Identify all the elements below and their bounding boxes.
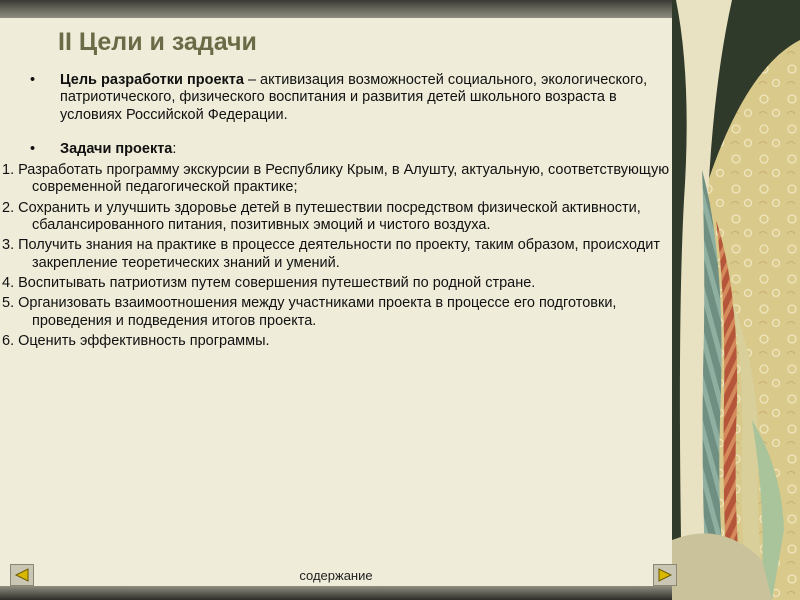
bottom-frame-bar xyxy=(0,586,672,600)
bullet-dot: • xyxy=(30,72,36,88)
task-item-5: 5. Организовать взаимоотношения между участниками проекта в процессе его подготовки, проведения и подведения итогов проекта. xyxy=(2,295,617,329)
task-item-2: 2. Сохранить и улучшить здоровье детей в путешествии посредством физической активности, сбалансированного питания, позитивных эмоций и чистого воздуха. xyxy=(2,199,641,234)
goal-label: Цель разработки проекта xyxy=(60,72,244,88)
task-item-6: 6. Оценить эффективность программы. xyxy=(2,332,270,349)
tasks-header xyxy=(30,141,662,158)
goal-text: – активизация возможностей социального, экологического, патриотического, физического воспитания и развития детей школьного возраста в условиях Российской Федерации. xyxy=(60,72,648,123)
goal-paragraph xyxy=(30,72,662,124)
task-item-3: 3. Получить знания на практике в процессе деятельности по проекту, таким образом, происходит закрепление теоретических знаний и умений. xyxy=(2,237,660,271)
contents-link[interactable]: содержание xyxy=(299,568,373,583)
bullet-dot: • xyxy=(30,140,36,157)
tasks-label: Задачи проекта xyxy=(60,140,173,157)
task-item-1: 1. Разработать программу экскурсии в Республику Крым, в Алушту, актуальную, соответствующую современной педагогической практике; xyxy=(2,162,670,196)
tasks-label-suffix: : xyxy=(172,140,177,157)
top-frame-bar xyxy=(0,0,672,18)
slide-content xyxy=(2,72,670,353)
slide-title: II Цели и задачи xyxy=(58,28,257,56)
task-item-4: 4. Воспитывать патриотизм путем совершения путешествий по родной стране. xyxy=(2,274,536,291)
